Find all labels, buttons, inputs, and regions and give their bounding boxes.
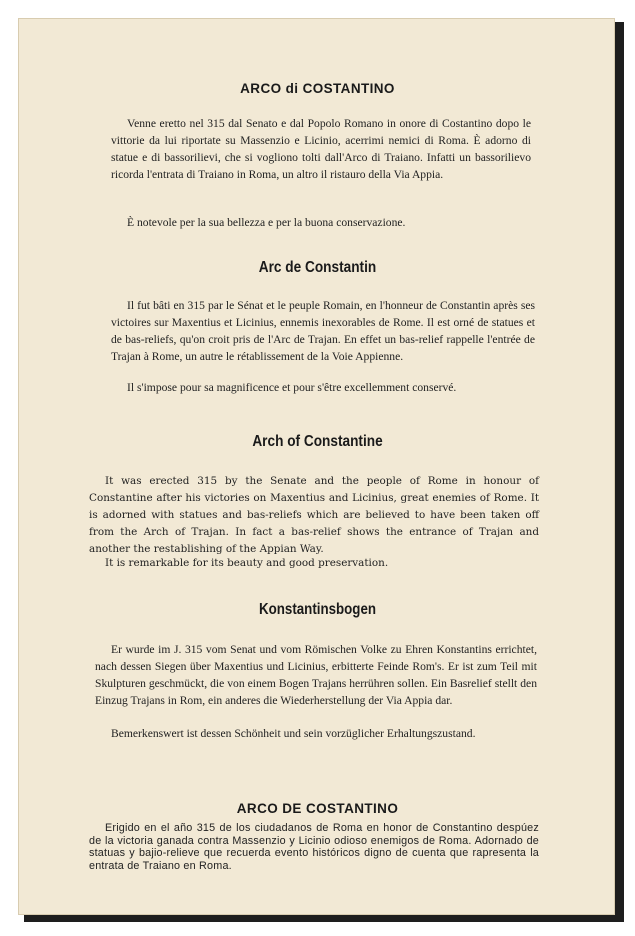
section-english bbox=[19, 433, 616, 451]
document-page bbox=[18, 18, 615, 915]
section-french bbox=[19, 259, 616, 277]
section-body: It was erected 315 by the Senate and the people of Rome in honour of Constantine after his victories on Maxentius and Licinius, great enemies of Rome. It is adorned with statues and bas-reliefs which are believed to have been taken off from the Arch of Trajan. In fact a bas-relief shows the entrance of Trajan and another the restablishing of the Appian Way. bbox=[89, 475, 539, 555]
section-body: Er wurde im J. 315 vom Senat und vom Römischen Volke zu Ehren Konstantins errichtet, nach dessen Siegen über Maxentius und Licinius, erbitterte Feinde Rom's. Er ist zum Teil mit Skulpturen geschmückt, die von einem Bogen Trajans herrühren sollen. Ein Basrelief stellt den Einzug Trajans in Rom, ein anderes die Wiederherstellung der Via Appia dar. bbox=[95, 643, 537, 707]
section-title: ARCO DE COSTANTINO bbox=[236, 801, 399, 816]
section-note: È notevole per la sua bellezza e per la buona conservazione. bbox=[127, 216, 406, 229]
section-note: Bemerkenswert ist dessen Schönheit und sein vorzüglicher Erhaltungszustand. bbox=[111, 727, 476, 740]
section-note: Il s'impose pour sa magnificence et pour s'être excellemment conservé. bbox=[127, 381, 457, 394]
section-body: Erigido en el año 315 de los ciudadanos de Roma en honor de Constantino despúez de la victoria ganada contra Massenzio y Licinio odioso enemigos de Roma. Adornado de statuas y bajio-relieve que recuerda evento históricos digno de cuenta que rapresenta la entrata de Traiano en Roma. bbox=[89, 822, 539, 872]
section-body: Il fut bâti en 315 par le Sénat et le peuple Romain, en l'honneur de Constantin après ses victoires sur Maxentius et Licinius, ennemis inexorables de Rome. Il est orné de statues et de bas-reliefs, qu'on croit pris de l'Arc de Trajan. En effet un bas-relief rappelle l'entrée de Trajan à Rome, un autre le rétablissement de la Voie Appienne. bbox=[111, 299, 535, 363]
section-title: Arc de Constantin bbox=[258, 259, 377, 276]
section-spanish bbox=[19, 801, 616, 816]
section-german bbox=[19, 601, 616, 619]
section-title: Konstantinsbogen bbox=[258, 601, 377, 618]
section-body: Venne eretto nel 315 dal Senato e dal Popolo Romano in onore di Costantino dopo le vittorie da lui riportate su Massenzio e Licinio, acerrimi nemici di Roma. È adorno di statue e di bassorilievi, che si vogliono tolti dall'Arco di Traiano. Infatti un bassorilievo ricorda l'entrata di Traiano in Roma, un altro il ristauro della Via Appia. bbox=[111, 117, 531, 181]
section-title: Arch of Constantine bbox=[252, 433, 383, 450]
section-note: It is remarkable for its beauty and good preservation. bbox=[105, 557, 389, 569]
section-italian bbox=[19, 81, 616, 96]
section-title: ARCO di COSTANTINO bbox=[240, 81, 395, 96]
